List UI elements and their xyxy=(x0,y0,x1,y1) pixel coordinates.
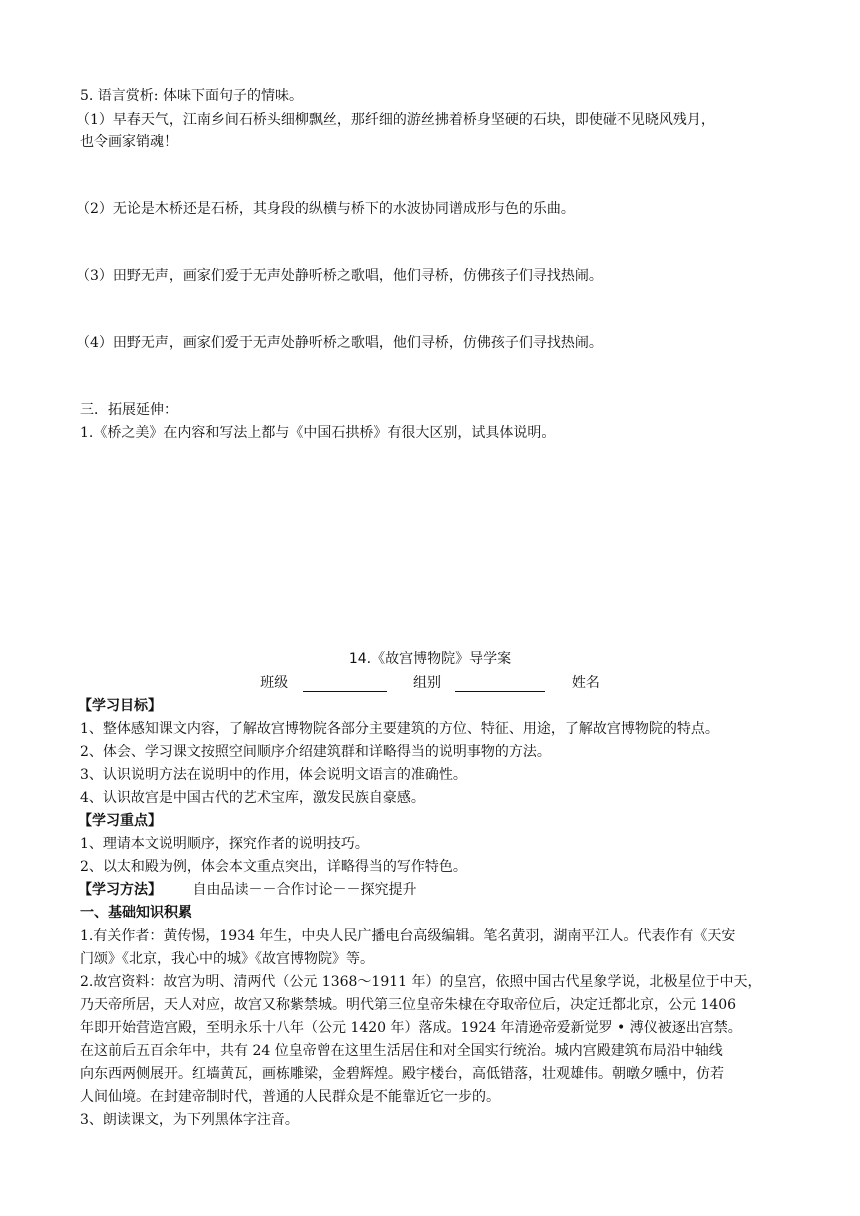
sentence-4: （4）田野无声，画家们爱于无声处静听桥之歌唱，他们寻桥，仿佛孩子们寻找热闹。 xyxy=(76,335,603,351)
goal-item: 1、整体感知课文内容，了解故宫博物院各部分主要建筑的方位、特征、用途，了解故宫博物院的特点。 xyxy=(80,721,719,737)
basics-heading: 一、基础知识积累 xyxy=(80,905,192,921)
lesson-title: 14.《故宫博物院》导学案 xyxy=(348,651,512,667)
student-info-row xyxy=(0,672,860,692)
goal-item: 3、认识说明方法在说明中的作用，体会说明文语言的准确性。 xyxy=(80,767,467,783)
focus-heading: 【学习重点】 xyxy=(78,813,162,829)
sentence-2: （2）无论是木桥还是石桥，其身段的纵横与桥下的水波协同谱成形与色的乐曲。 xyxy=(76,201,575,217)
extension-question-1: 1.《桥之美》在内容和写法上都与《中国石拱桥》有很大区别，试具体说明。 xyxy=(80,425,556,441)
sentence-3: （3）田野无声，画家们爱于无声处静听桥之歌唱，他们寻桥，仿佛孩子们寻找热闹。 xyxy=(76,268,603,284)
goal-item: 4、认识故宫是中国古代的艺术宝库，激发民族自豪感。 xyxy=(80,790,425,806)
section-3-heading: 三．拓展延伸： xyxy=(80,402,178,418)
palace-line: 2.故宫资料：故宫为明、清两代（公元 1368～1911 年）的皇宫，依照中国古代星象学说，北极星位于中天， xyxy=(80,974,762,990)
group-blank[interactable] xyxy=(455,677,545,692)
palace-line: 向东西两侧展开。红墙黄瓦，画栋雕梁，金碧辉煌。殿宇楼台，高低错落，壮观雄伟。朝暾夕曛中，仿若 xyxy=(80,1066,724,1082)
read-instruction: 3、朗读课文，为下列黑体字注音。 xyxy=(80,1112,299,1128)
goal-item: 2、体会、学习课文按照空间顺序介绍建筑群和详略得当的说明事物的方法。 xyxy=(80,744,551,760)
question-5: 5. 语言赏析: 体味下面句子的情味。 xyxy=(80,88,303,104)
goals-heading: 【学习目标】 xyxy=(78,698,162,714)
palace-line: 年即开始营造宫殿，至明永乐十八年（公元 1420 年）落成。1924 年清逊帝爱新觉罗 • 溥仪被逐出宫禁。 xyxy=(80,1020,742,1036)
method-text: 自由品读－－合作讨论－－探究提升 xyxy=(192,882,417,898)
class-blank[interactable] xyxy=(303,677,387,692)
method-heading: 【学习方法】 xyxy=(78,882,162,898)
author-line-2: 门颂》《北京，我心中的城》《故宫博物院》等。 xyxy=(80,951,374,967)
sentence-1-line-2: 也令画家销魂！ xyxy=(80,134,178,150)
group-label: 组别 xyxy=(413,675,441,691)
sentence-1-line-1: （1）早春天气，江南乡间石桥头细柳飘丝，那纤细的游丝拂着桥身坚硬的石块，即使碰不见晓风残月， xyxy=(76,112,715,128)
focus-item: 2、以太和殿为例，体会本文重点突出，详略得当的写作特色。 xyxy=(80,859,467,875)
class-label: 班级 xyxy=(260,675,289,691)
name-label: 姓名 xyxy=(571,675,600,691)
method-row xyxy=(78,880,416,900)
palace-line: 人间仙境。在封建帝制时代，普通的人民群众是不能靠近它一步的。 xyxy=(80,1089,500,1105)
palace-line: 在这前后五百余年中，共有 24 位皇帝曾在这里生活居住和对全国实行统治。城内宫殿建筑布局沿中轴线 xyxy=(80,1043,723,1059)
author-line-1: 1.有关作者：黄传惕，1934 年生，中央人民广播电台高级编辑。笔名黄羽，湖南平江人。代表作有《天安 xyxy=(80,928,736,944)
focus-item: 1、理请本文说明顺序，探究作者的说明技巧。 xyxy=(80,836,369,852)
palace-line: 乃天帝所居，天人对应，故宫又称紫禁城。明代第三位皇帝朱棣在夺取帝位后，决定迁都北京，公元 1406 xyxy=(80,997,737,1013)
